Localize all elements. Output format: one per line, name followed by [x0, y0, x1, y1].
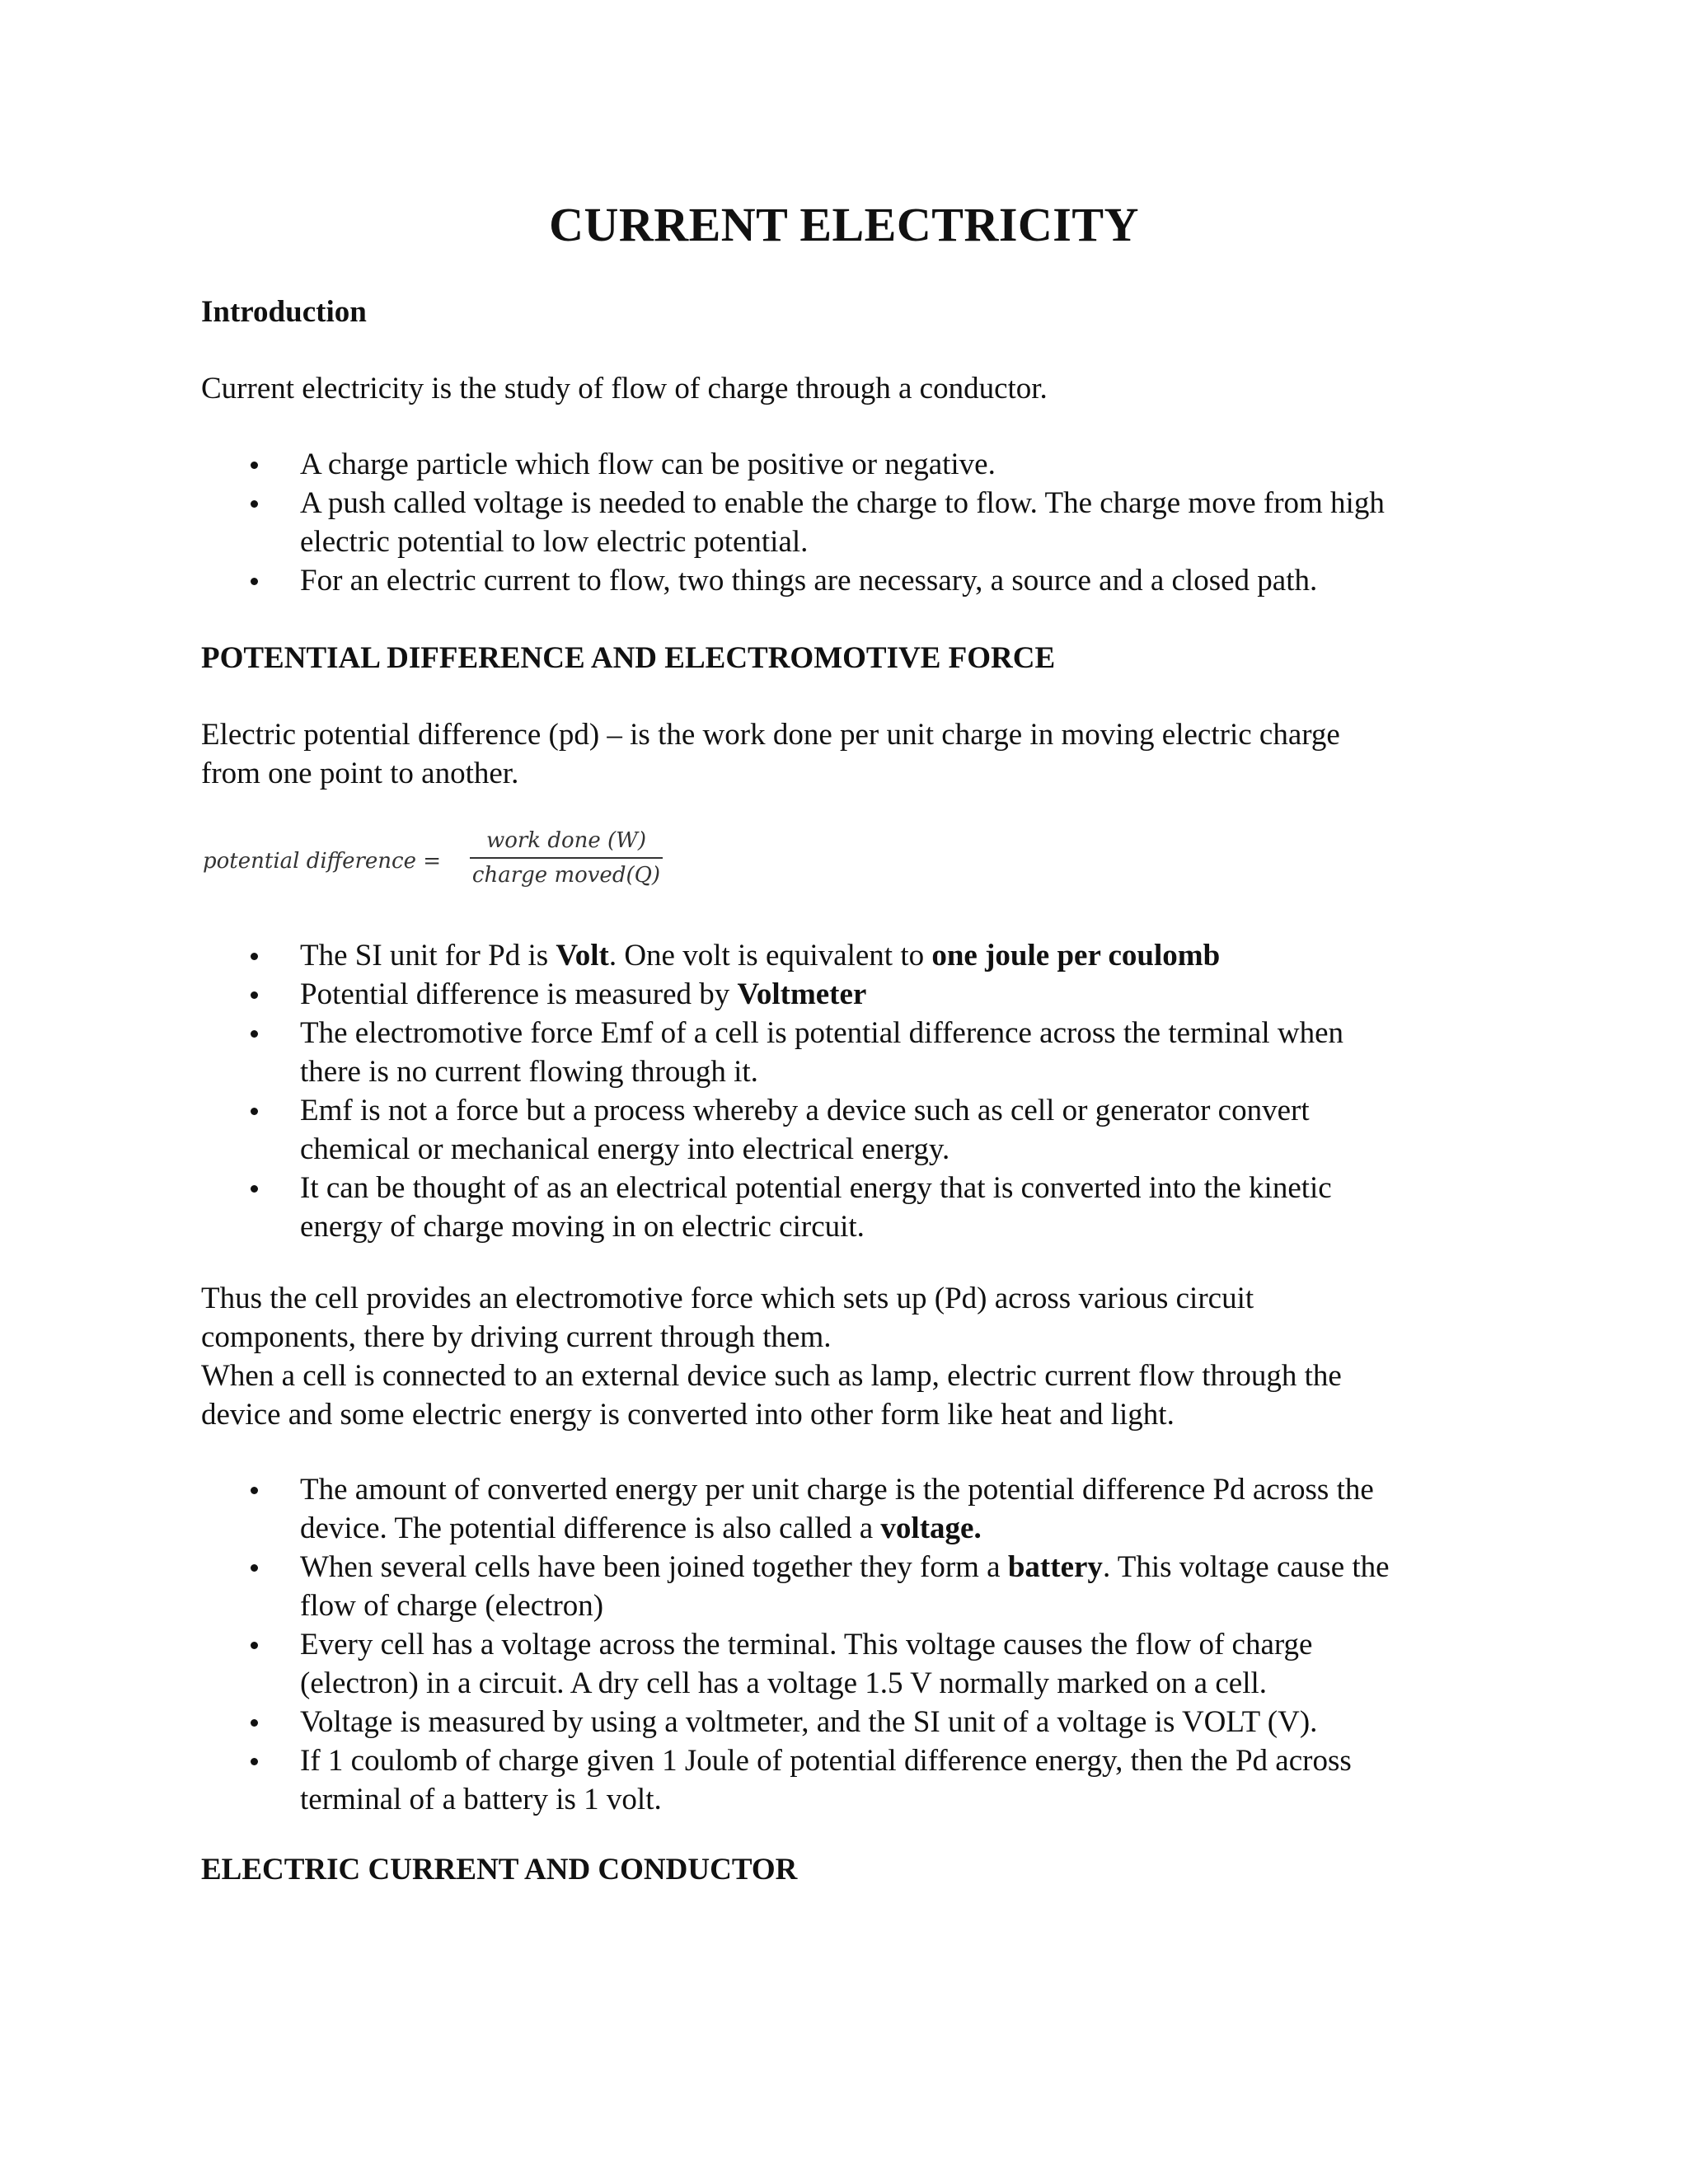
voltage-bullet-list [201, 1470, 1487, 1819]
bullet-text: Every cell has a voltage across the terminal. This voltage causes the flow of charge [300, 1628, 1313, 1661]
bullet-text: It can be thought of as an electrical potential energy that is converted into the kinetic [300, 1171, 1332, 1205]
paragraph-line: Thus the cell provides an electromotive force which sets up (Pd) across various circuit [201, 1282, 1254, 1315]
pd-heading: POTENTIAL DIFFERENCE AND ELECTROMOTIVE FORCE [201, 641, 1056, 675]
bullet-icon [251, 1719, 258, 1727]
bullet-text: energy of charge moving in on electric circuit. [300, 1210, 865, 1244]
bullet-text: Emf is not a force but a process whereby a device such as cell or generator convert [300, 1094, 1310, 1127]
list-item [201, 1470, 1487, 1548]
pd-bullet-list [201, 936, 1487, 1246]
formula-denominator: charge moved(Q) [471, 863, 661, 888]
bullet-text: If 1 coulomb of charge given 1 Joule of potential difference energy, then the Pd across [300, 1744, 1352, 1778]
paragraph-line: components, there by driving current through them. [201, 1320, 832, 1354]
page-title: CURRENT ELECTRICITY [549, 198, 1139, 251]
bullet-icon [251, 500, 258, 508]
bullet-text: For an electric current to flow, two things are necessary, a source and a closed path. [300, 564, 1318, 598]
bullet-text: there is no current flowing through it. [300, 1055, 758, 1089]
list-item [201, 1091, 1487, 1169]
bullet-text: (electron) in a circuit. A dry cell has a voltage 1.5 V normally marked on a cell. [300, 1666, 1267, 1700]
intro-text: Current electricity is the study of flow of charge through a conductor. [201, 372, 1048, 405]
bullet-text: When several cells have been joined together they form a battery. This voltage cause the [300, 1550, 1390, 1584]
definition-line: Electric potential difference (pd) – is the work done per unit charge in moving electric charge [201, 718, 1340, 752]
bullet-icon [251, 1108, 258, 1115]
bullet-text: terminal of a battery is 1 volt. [300, 1783, 662, 1816]
list-item [201, 1703, 1487, 1741]
bullet-text: Voltage is measured by using a voltmeter, and the SI unit of a voltage is VOLT (V). [300, 1705, 1318, 1739]
list-item [201, 484, 1487, 561]
bullet-icon [251, 991, 258, 999]
formula-fraction [468, 824, 664, 892]
list-item [201, 936, 1487, 975]
bullet-icon [251, 1642, 258, 1649]
bullet-text: A push called voltage is needed to enable the charge to flow. The charge move from high [300, 486, 1385, 520]
formula-lhs: potential difference = [203, 849, 442, 874]
formula-numerator: work done (W) [485, 828, 647, 853]
intro-bullet-list [201, 445, 1487, 600]
bullet-text: chemical or mechanical energy into electrical energy. [300, 1132, 950, 1166]
intro-heading: Introduction [201, 295, 367, 329]
paragraph-line: When a cell is connected to an external device such as lamp, electric current flow through the [201, 1359, 1342, 1393]
bullet-icon [251, 462, 258, 469]
list-item [201, 1548, 1487, 1625]
list-item [201, 561, 1487, 600]
bullet-icon [251, 1564, 258, 1572]
bullet-icon [251, 1185, 258, 1193]
bullet-text: electric potential to low electric potential. [300, 525, 809, 559]
bullet-text: The SI unit for Pd is Volt. One volt is equivalent to one joule per coulomb [300, 939, 1221, 972]
list-item [201, 1741, 1487, 1819]
bullet-text: flow of charge (electron) [300, 1589, 604, 1623]
bullet-text: A charge particle which flow can be positive or negative. [300, 448, 996, 481]
current-heading: ELECTRIC CURRENT AND CONDUCTOR [201, 1853, 798, 1886]
bullet-text: The amount of converted energy per unit charge is the potential difference Pd across the [300, 1473, 1374, 1507]
list-item [201, 975, 1487, 1014]
list-item [201, 1625, 1487, 1703]
bullet-icon [251, 1030, 258, 1038]
list-item [201, 1169, 1487, 1246]
intro-paragraph [201, 369, 1487, 408]
list-item [201, 445, 1487, 484]
bullet-text: device. The potential difference is also called a voltage. [300, 1511, 982, 1545]
pd-definition [201, 715, 1487, 793]
bullet-text: Potential difference is measured by Voltmeter [300, 977, 867, 1011]
bullet-icon [251, 1758, 258, 1765]
paragraph-line: device and some electric energy is converted into other form like heat and light. [201, 1398, 1175, 1432]
bullet-icon [251, 578, 258, 585]
bullet-icon [251, 953, 258, 960]
bullet-icon [251, 1487, 258, 1494]
emf-paragraph [201, 1279, 1487, 1434]
bullet-text: The electromotive force Emf of a cell is potential difference across the terminal when [300, 1016, 1344, 1050]
definition-line: from one point to another. [201, 757, 519, 790]
list-item [201, 1014, 1487, 1091]
